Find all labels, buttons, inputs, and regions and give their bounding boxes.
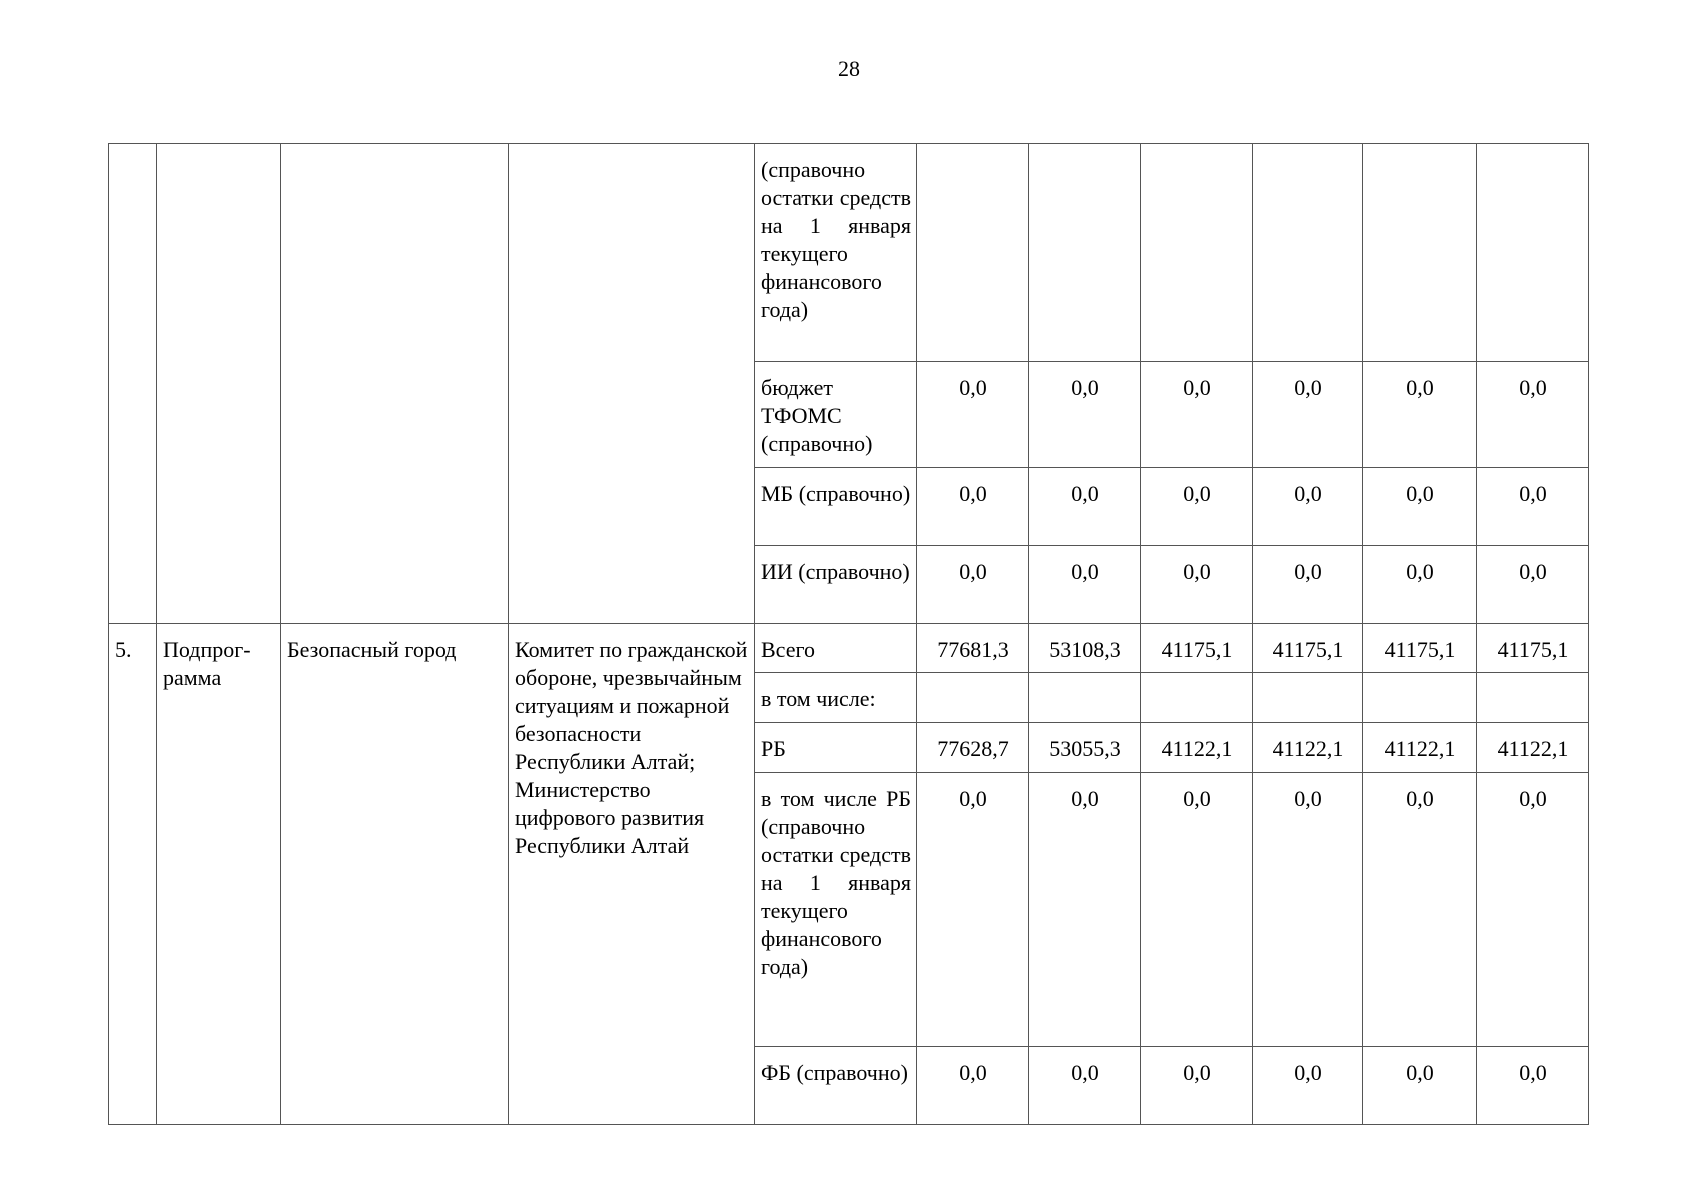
name-cell: Безопасный город [281, 624, 509, 1125]
value-cell: 0,0 [1477, 773, 1589, 1047]
value-cell: 0,0 [1141, 1047, 1253, 1125]
value-cell: 53055,3 [1029, 723, 1141, 773]
value-cell [1253, 144, 1363, 362]
value-cell: 0,0 [1363, 1047, 1477, 1125]
row-number-cell [109, 144, 157, 624]
value-cell: 0,0 [1141, 362, 1253, 468]
value-cell [1477, 144, 1589, 362]
value-cell: 0,0 [1363, 773, 1477, 1047]
value-cell [1029, 673, 1141, 723]
source-cell: ФБ (справочно) [755, 1047, 917, 1125]
value-cell [1477, 673, 1589, 723]
value-cell: 0,0 [917, 362, 1029, 468]
status-cell [157, 144, 281, 624]
value-cell: 0,0 [1363, 546, 1477, 624]
value-cell: 77628,7 [917, 723, 1029, 773]
value-cell: 0,0 [1253, 546, 1363, 624]
value-cell: 0,0 [1029, 468, 1141, 546]
value-cell: 0,0 [1477, 546, 1589, 624]
source-cell: (справочно остатки средств на 1 января текущего финансового года) [755, 144, 917, 362]
value-cell: 0,0 [917, 773, 1029, 1047]
value-cell [1029, 144, 1141, 362]
source-cell: РБ [755, 723, 917, 773]
table-row [109, 624, 1589, 673]
value-cell: 41122,1 [1363, 723, 1477, 773]
value-cell: 53108,3 [1029, 624, 1141, 673]
source-cell: Всего [755, 624, 917, 673]
value-cell [917, 144, 1029, 362]
value-cell: 0,0 [1029, 362, 1141, 468]
value-cell: 0,0 [1029, 546, 1141, 624]
executor-cell [509, 144, 755, 624]
name-cell [281, 144, 509, 624]
source-cell: в том числе: [755, 673, 917, 723]
value-cell: 41175,1 [1141, 624, 1253, 673]
value-cell [917, 673, 1029, 723]
value-cell: 41122,1 [1253, 723, 1363, 773]
source-cell: в том числе РБ (справочно остатки средств на 1 января текущего финансового года) [755, 773, 917, 1047]
table-row [109, 144, 1589, 362]
value-cell: 0,0 [1477, 468, 1589, 546]
value-cell: 0,0 [917, 546, 1029, 624]
value-cell: 0,0 [1253, 362, 1363, 468]
value-cell: 0,0 [1363, 362, 1477, 468]
budget-table [108, 143, 1589, 1125]
value-cell: 0,0 [917, 1047, 1029, 1125]
value-cell: 41122,1 [1141, 723, 1253, 773]
value-cell: 0,0 [1029, 773, 1141, 1047]
value-cell: 0,0 [1477, 362, 1589, 468]
value-cell: 41175,1 [1363, 624, 1477, 673]
value-cell: 41122,1 [1477, 723, 1589, 773]
source-cell: МБ (справочно) [755, 468, 917, 546]
page-number: 28 [838, 56, 860, 81]
value-cell: 77681,3 [917, 624, 1029, 673]
value-cell: 0,0 [1141, 546, 1253, 624]
value-cell: 0,0 [1253, 468, 1363, 546]
row-number-cell: 5. [109, 624, 157, 1125]
value-cell: 0,0 [1141, 468, 1253, 546]
value-cell [1363, 673, 1477, 723]
value-cell [1253, 673, 1363, 723]
value-cell: 0,0 [1141, 773, 1253, 1047]
value-cell: 41175,1 [1253, 624, 1363, 673]
status-cell: Подпрог-рамма [157, 624, 281, 1125]
value-cell: 0,0 [1253, 1047, 1363, 1125]
value-cell: 0,0 [1477, 1047, 1589, 1125]
source-cell: бюджет ТФОМС (справочно) [755, 362, 917, 468]
executor-cell: Комитет по гражданской обороне, чрезвычайным ситуациям и пожарной безопасности Республики Алтай; Министерство цифрового развития Республики Алтай [509, 624, 755, 1125]
source-cell: ИИ (справочно) [755, 546, 917, 624]
value-cell: 0,0 [1029, 1047, 1141, 1125]
value-cell: 0,0 [1253, 773, 1363, 1047]
value-cell: 0,0 [1363, 468, 1477, 546]
value-cell: 0,0 [917, 468, 1029, 546]
value-cell [1363, 144, 1477, 362]
value-cell [1141, 673, 1253, 723]
value-cell: 41175,1 [1477, 624, 1589, 673]
value-cell [1141, 144, 1253, 362]
